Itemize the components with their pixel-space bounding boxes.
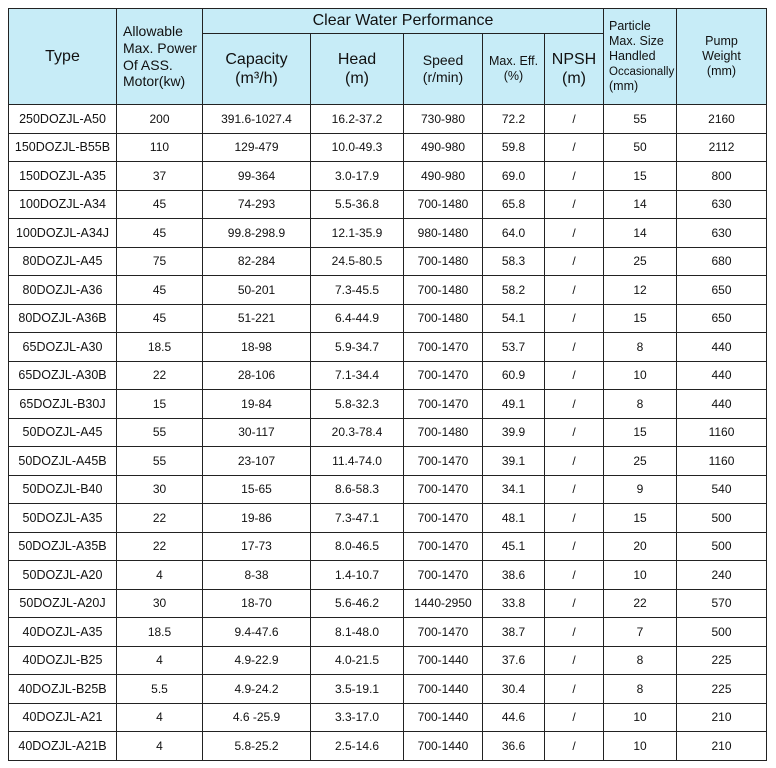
cell-type: 40DOZJL-B25B [9, 675, 117, 704]
table-row [9, 162, 767, 191]
cell-capacity: 74-293 [203, 190, 311, 219]
cell-npsh: / [545, 418, 604, 447]
cell-speed: 700-1470 [404, 475, 483, 504]
cell-particle-size: 55 [604, 105, 677, 134]
cell-type: 150DOZJL-A35 [9, 162, 117, 191]
cell-npsh: / [545, 504, 604, 533]
cell-pump-weight: 650 [677, 276, 767, 305]
cell-capacity: 99-364 [203, 162, 311, 191]
cell-capacity: 15-65 [203, 475, 311, 504]
cell-max-eff: 34.1 [483, 475, 545, 504]
cell-type: 50DOZJL-A35B [9, 532, 117, 561]
table-row [9, 646, 767, 675]
cell-speed: 700-1470 [404, 447, 483, 476]
header-speed: Speed (r/min) [404, 34, 483, 105]
cell-power: 4 [117, 561, 203, 590]
cell-pump-weight: 570 [677, 589, 767, 618]
cell-type: 40DOZJL-A35 [9, 618, 117, 647]
cell-pump-weight: 1160 [677, 418, 767, 447]
header-head: Head (m) [311, 34, 404, 105]
cell-head: 8.1-48.0 [311, 618, 404, 647]
cell-particle-size: 22 [604, 589, 677, 618]
cell-head: 3.5-19.1 [311, 675, 404, 704]
cell-pump-weight: 240 [677, 561, 767, 590]
cell-power: 200 [117, 105, 203, 134]
table-row [9, 247, 767, 276]
cell-max-eff: 58.2 [483, 276, 545, 305]
cell-pump-weight: 680 [677, 247, 767, 276]
cell-particle-size: 8 [604, 390, 677, 419]
cell-head: 7.3-47.1 [311, 504, 404, 533]
cell-power: 30 [117, 589, 203, 618]
cell-npsh: / [545, 646, 604, 675]
cell-particle-size: 7 [604, 618, 677, 647]
table-row [9, 703, 767, 732]
cell-head: 5.9-34.7 [311, 333, 404, 362]
cell-max-eff: 39.9 [483, 418, 545, 447]
cell-particle-size: 10 [604, 732, 677, 761]
cell-particle-size: 15 [604, 504, 677, 533]
cell-capacity: 4.9-24.2 [203, 675, 311, 704]
cell-power: 18.5 [117, 333, 203, 362]
cell-power: 4 [117, 703, 203, 732]
cell-particle-size: 25 [604, 247, 677, 276]
cell-type: 65DOZJL-A30 [9, 333, 117, 362]
header-clear-water-performance: Clear Water Performance [203, 9, 604, 34]
cell-max-eff: 38.7 [483, 618, 545, 647]
cell-speed: 700-1480 [404, 247, 483, 276]
cell-pump-weight: 2160 [677, 105, 767, 134]
cell-max-eff: 48.1 [483, 504, 545, 533]
cell-capacity: 4.6 -25.9 [203, 703, 311, 732]
cell-speed: 700-1470 [404, 504, 483, 533]
cell-npsh: / [545, 361, 604, 390]
cell-pump-weight: 630 [677, 219, 767, 248]
cell-power: 45 [117, 190, 203, 219]
cell-capacity: 9.4-47.6 [203, 618, 311, 647]
cell-npsh: / [545, 276, 604, 305]
cell-type: 80DOZJL-A36 [9, 276, 117, 305]
cell-power: 22 [117, 504, 203, 533]
header-particle-size: Particle Max. Size Handled Occasionally (mm) [604, 9, 677, 105]
cell-capacity: 99.8-298.9 [203, 219, 311, 248]
cell-npsh: / [545, 333, 604, 362]
cell-max-eff: 44.6 [483, 703, 545, 732]
cell-type: 50DOZJL-A45B [9, 447, 117, 476]
cell-npsh: / [545, 304, 604, 333]
table-row [9, 390, 767, 419]
cell-particle-size: 15 [604, 304, 677, 333]
cell-particle-size: 15 [604, 162, 677, 191]
table-row [9, 589, 767, 618]
cell-max-eff: 49.1 [483, 390, 545, 419]
cell-max-eff: 65.8 [483, 190, 545, 219]
cell-pump-weight: 210 [677, 732, 767, 761]
cell-head: 1.4-10.7 [311, 561, 404, 590]
cell-head: 5.8-32.3 [311, 390, 404, 419]
cell-capacity: 5.8-25.2 [203, 732, 311, 761]
cell-particle-size: 10 [604, 361, 677, 390]
cell-max-eff: 64.0 [483, 219, 545, 248]
cell-power: 4 [117, 646, 203, 675]
cell-speed: 490-980 [404, 133, 483, 162]
cell-type: 50DOZJL-B40 [9, 475, 117, 504]
cell-max-eff: 60.9 [483, 361, 545, 390]
cell-power: 15 [117, 390, 203, 419]
header-pump-weight: Pump Weight (mm) [677, 9, 767, 105]
cell-pump-weight: 500 [677, 618, 767, 647]
cell-speed: 700-1470 [404, 561, 483, 590]
cell-head: 7.1-34.4 [311, 361, 404, 390]
cell-npsh: / [545, 532, 604, 561]
cell-max-eff: 45.1 [483, 532, 545, 561]
cell-speed: 490-980 [404, 162, 483, 191]
cell-power: 37 [117, 162, 203, 191]
cell-max-eff: 69.0 [483, 162, 545, 191]
cell-max-eff: 38.6 [483, 561, 545, 590]
cell-npsh: / [545, 162, 604, 191]
cell-capacity: 19-86 [203, 504, 311, 533]
cell-type: 40DOZJL-B25 [9, 646, 117, 675]
cell-capacity: 28-106 [203, 361, 311, 390]
cell-type: 50DOZJL-A45 [9, 418, 117, 447]
cell-speed: 700-1470 [404, 532, 483, 561]
cell-speed: 700-1440 [404, 646, 483, 675]
cell-head: 10.0-49.3 [311, 133, 404, 162]
table-row [9, 475, 767, 504]
cell-pump-weight: 500 [677, 504, 767, 533]
cell-type: 40DOZJL-A21 [9, 703, 117, 732]
table-row [9, 561, 767, 590]
cell-head: 7.3-45.5 [311, 276, 404, 305]
cell-power: 45 [117, 276, 203, 305]
cell-type: 40DOZJL-A21B [9, 732, 117, 761]
cell-power: 4 [117, 732, 203, 761]
cell-capacity: 4.9-22.9 [203, 646, 311, 675]
table-body [9, 105, 767, 761]
cell-npsh: / [545, 190, 604, 219]
cell-max-eff: 30.4 [483, 675, 545, 704]
header-max-efficiency: Max. Eff. (%) [483, 34, 545, 105]
cell-particle-size: 10 [604, 703, 677, 732]
cell-type: 100DOZJL-A34 [9, 190, 117, 219]
cell-particle-size: 10 [604, 561, 677, 590]
cell-speed: 700-1480 [404, 418, 483, 447]
cell-head: 11.4-74.0 [311, 447, 404, 476]
cell-npsh: / [545, 219, 604, 248]
cell-head: 5.6-46.2 [311, 589, 404, 618]
cell-pump-weight: 500 [677, 532, 767, 561]
cell-particle-size: 9 [604, 475, 677, 504]
cell-power: 22 [117, 361, 203, 390]
cell-npsh: / [545, 133, 604, 162]
cell-power: 30 [117, 475, 203, 504]
cell-npsh: / [545, 447, 604, 476]
cell-speed: 700-1440 [404, 675, 483, 704]
cell-power: 110 [117, 133, 203, 162]
cell-npsh: / [545, 390, 604, 419]
cell-head: 3.0-17.9 [311, 162, 404, 191]
cell-pump-weight: 440 [677, 333, 767, 362]
cell-type: 65DOZJL-A30B [9, 361, 117, 390]
cell-speed: 700-1470 [404, 618, 483, 647]
header-npsh: NPSH (m) [545, 34, 604, 105]
table-row [9, 504, 767, 533]
cell-power: 5.5 [117, 675, 203, 704]
cell-particle-size: 14 [604, 190, 677, 219]
cell-capacity: 391.6-1027.4 [203, 105, 311, 134]
cell-head: 5.5-36.8 [311, 190, 404, 219]
cell-head: 2.5-14.6 [311, 732, 404, 761]
cell-npsh: / [545, 247, 604, 276]
cell-pump-weight: 2112 [677, 133, 767, 162]
cell-npsh: / [545, 675, 604, 704]
cell-type: 250DOZJL-A50 [9, 105, 117, 134]
cell-pump-weight: 540 [677, 475, 767, 504]
pump-performance-table [8, 8, 767, 761]
cell-speed: 980-1480 [404, 219, 483, 248]
cell-capacity: 82-284 [203, 247, 311, 276]
cell-speed: 700-1440 [404, 732, 483, 761]
table-row [9, 190, 767, 219]
header-allowable-power: Allowable Max. Power Of ASS. Motor(kw) [117, 9, 203, 105]
cell-power: 75 [117, 247, 203, 276]
pump-spec-table-container [8, 8, 767, 761]
cell-type: 80DOZJL-A36B [9, 304, 117, 333]
cell-speed: 700-1470 [404, 390, 483, 419]
cell-speed: 700-1480 [404, 190, 483, 219]
cell-pump-weight: 1160 [677, 447, 767, 476]
cell-type: 50DOZJL-A20 [9, 561, 117, 590]
cell-pump-weight: 630 [677, 190, 767, 219]
cell-capacity: 19-84 [203, 390, 311, 419]
cell-particle-size: 25 [604, 447, 677, 476]
cell-capacity: 129-479 [203, 133, 311, 162]
cell-particle-size: 14 [604, 219, 677, 248]
cell-particle-size: 15 [604, 418, 677, 447]
cell-capacity: 8-38 [203, 561, 311, 590]
cell-pump-weight: 440 [677, 361, 767, 390]
cell-speed: 1440-2950 [404, 589, 483, 618]
cell-head: 24.5-80.5 [311, 247, 404, 276]
cell-speed: 700-1470 [404, 333, 483, 362]
cell-max-eff: 33.8 [483, 589, 545, 618]
cell-type: 50DOZJL-A20J [9, 589, 117, 618]
cell-max-eff: 72.2 [483, 105, 545, 134]
cell-head: 12.1-35.9 [311, 219, 404, 248]
cell-pump-weight: 225 [677, 646, 767, 675]
table-row [9, 361, 767, 390]
cell-max-eff: 36.6 [483, 732, 545, 761]
cell-head: 6.4-44.9 [311, 304, 404, 333]
cell-power: 45 [117, 304, 203, 333]
header-type: Type [9, 9, 117, 105]
cell-head: 8.0-46.5 [311, 532, 404, 561]
cell-head: 8.6-58.3 [311, 475, 404, 504]
cell-capacity: 23-107 [203, 447, 311, 476]
table-row [9, 732, 767, 761]
cell-capacity: 18-98 [203, 333, 311, 362]
cell-npsh: / [545, 105, 604, 134]
cell-type: 100DOZJL-A34J [9, 219, 117, 248]
cell-type: 65DOZJL-B30J [9, 390, 117, 419]
cell-max-eff: 58.3 [483, 247, 545, 276]
cell-capacity: 30-117 [203, 418, 311, 447]
cell-power: 45 [117, 219, 203, 248]
cell-particle-size: 8 [604, 646, 677, 675]
cell-head: 16.2-37.2 [311, 105, 404, 134]
cell-type: 80DOZJL-A45 [9, 247, 117, 276]
cell-npsh: / [545, 561, 604, 590]
cell-particle-size: 8 [604, 333, 677, 362]
cell-capacity: 50-201 [203, 276, 311, 305]
cell-pump-weight: 800 [677, 162, 767, 191]
table-row [9, 618, 767, 647]
cell-type: 50DOZJL-A35 [9, 504, 117, 533]
cell-head: 3.3-17.0 [311, 703, 404, 732]
cell-speed: 700-1480 [404, 276, 483, 305]
table-row [9, 219, 767, 248]
table-row [9, 675, 767, 704]
cell-pump-weight: 440 [677, 390, 767, 419]
cell-speed: 730-980 [404, 105, 483, 134]
cell-npsh: / [545, 703, 604, 732]
cell-particle-size: 8 [604, 675, 677, 704]
table-row [9, 105, 767, 134]
cell-npsh: / [545, 732, 604, 761]
table-row [9, 304, 767, 333]
cell-pump-weight: 650 [677, 304, 767, 333]
cell-max-eff: 39.1 [483, 447, 545, 476]
cell-npsh: / [545, 589, 604, 618]
cell-max-eff: 54.1 [483, 304, 545, 333]
cell-head: 4.0-21.5 [311, 646, 404, 675]
cell-particle-size: 50 [604, 133, 677, 162]
cell-npsh: / [545, 475, 604, 504]
cell-particle-size: 12 [604, 276, 677, 305]
table-row [9, 333, 767, 362]
cell-pump-weight: 225 [677, 675, 767, 704]
cell-speed: 700-1440 [404, 703, 483, 732]
cell-capacity: 51-221 [203, 304, 311, 333]
cell-power: 18.5 [117, 618, 203, 647]
header-capacity: Capacity (m³/h) [203, 34, 311, 105]
cell-npsh: / [545, 618, 604, 647]
table-row [9, 418, 767, 447]
table-row [9, 133, 767, 162]
cell-capacity: 17-73 [203, 532, 311, 561]
table-row [9, 276, 767, 305]
cell-particle-size: 20 [604, 532, 677, 561]
cell-power: 22 [117, 532, 203, 561]
table-row [9, 532, 767, 561]
cell-power: 55 [117, 418, 203, 447]
cell-type: 150DOZJL-B55B [9, 133, 117, 162]
cell-head: 20.3-78.4 [311, 418, 404, 447]
cell-max-eff: 37.6 [483, 646, 545, 675]
cell-power: 55 [117, 447, 203, 476]
cell-pump-weight: 210 [677, 703, 767, 732]
cell-max-eff: 53.7 [483, 333, 545, 362]
cell-speed: 700-1470 [404, 361, 483, 390]
table-row [9, 447, 767, 476]
cell-max-eff: 59.8 [483, 133, 545, 162]
cell-capacity: 18-70 [203, 589, 311, 618]
cell-speed: 700-1480 [404, 304, 483, 333]
